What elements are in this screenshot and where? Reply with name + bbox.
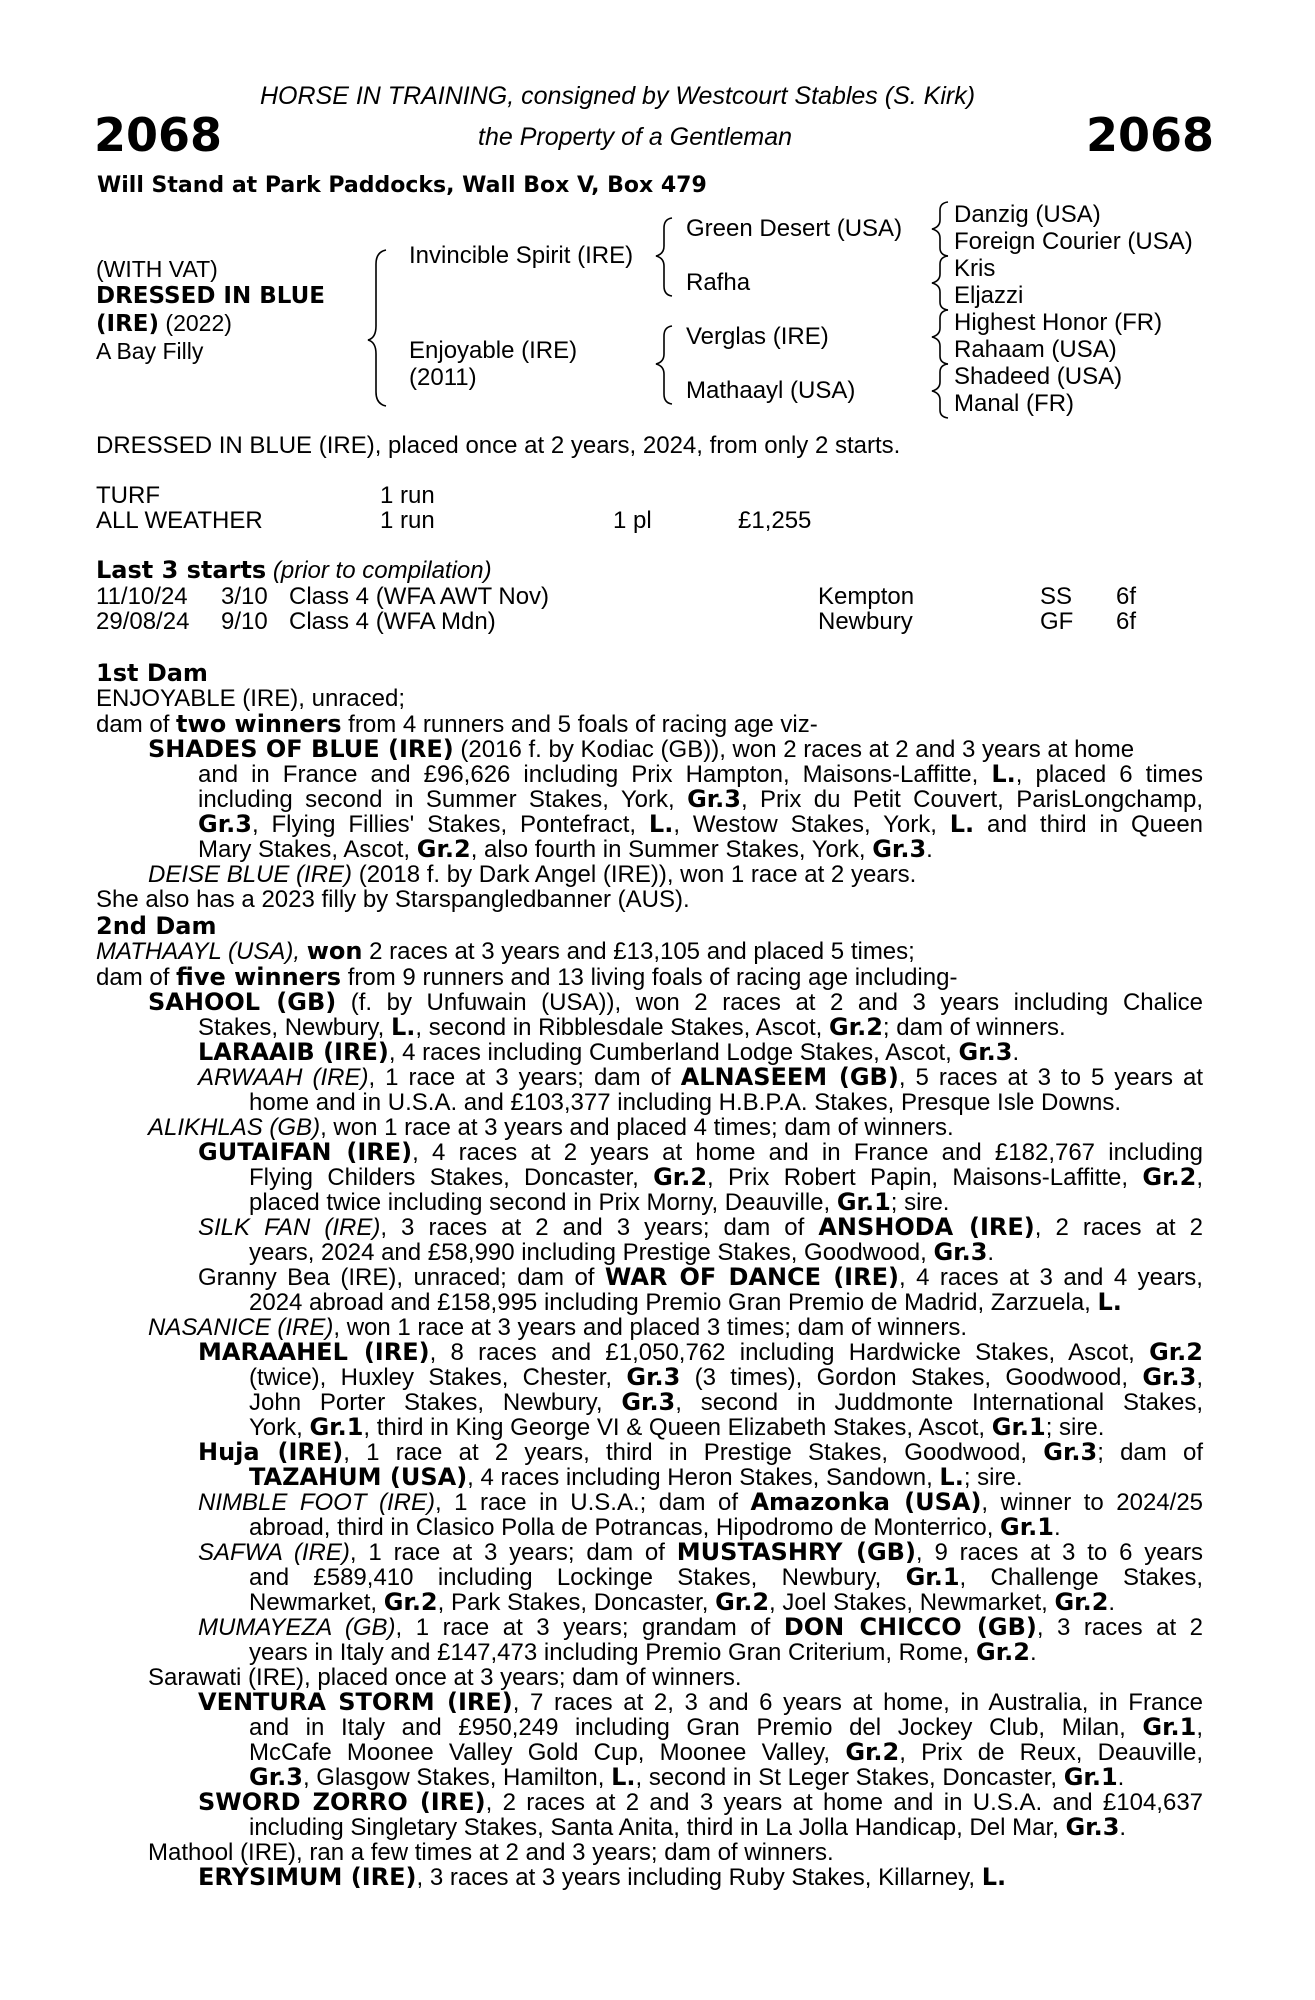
text-run: , second in Ribblesdale Stakes, Ascot,: [415, 1014, 829, 1041]
text-run: WAR OF DANCE (IRE): [604, 1263, 899, 1291]
race-summary: DRESSED IN BLUE (IRE), placed once at 2 years, 2024, from only 2 starts.: [96, 432, 901, 459]
text-run: Gr.3: [621, 1388, 676, 1416]
text-run: Gr.3: [626, 1363, 681, 1391]
second-dam-line: [96, 939, 915, 965]
text-run: ,: [1196, 1364, 1203, 1391]
text-run: and in France and £96,626 including Prix Hampton, Maisons-Laffitte,: [198, 761, 992, 788]
horse-country: (IRE): [96, 311, 160, 337]
text-run: L.: [648, 810, 674, 838]
text-run: , 8 races and £1,050,762 including Hardwicke Stakes, Ascot,: [429, 1339, 1150, 1366]
text-run: ,: [293, 938, 307, 965]
start-date-1: 11/10/24: [96, 583, 188, 610]
progeny-entry-granny-bea: [198, 1265, 1203, 1291]
text-run: Gr.2: [383, 1588, 438, 1616]
text-run: L.: [1097, 1288, 1122, 1316]
pedigree-gen3-3: Kris: [954, 255, 996, 282]
text-run: York,: [249, 1414, 310, 1441]
progeny-text: [249, 1415, 1104, 1441]
text-run: , Flying Fillies' Stakes, Pontefract,: [251, 811, 649, 838]
text-run: Gr.1: [991, 1413, 1046, 1441]
text-run: Gr.1: [1063, 1763, 1118, 1791]
text-run: , 1 race in U.S.A.; dam of: [434, 1489, 751, 1516]
first-dam-heading: 1st Dam: [96, 659, 208, 687]
text-run: from 4 runners and 5 foals of racing age viz-: [341, 711, 818, 738]
pedigree-dam-sire: Verglas (IRE): [686, 323, 829, 350]
text-run: .: [987, 1239, 995, 1266]
text-run: , 1 race at 2 years, third in Prestige Stakes, Goodwood,: [343, 1439, 1044, 1466]
text-run: won: [306, 937, 363, 965]
text-run: (f. by Unfuwain (USA)), won 2 races at 2 and 3 years including Chalice: [336, 989, 1203, 1016]
text-run: , Prix de Reux, Deauville,: [899, 1739, 1204, 1766]
pedigree-sire-sire: Green Desert (USA): [686, 215, 903, 242]
text-run: , 2 races at 2 and 3 years at home and in U.S.A. and £104,637: [485, 1789, 1204, 1816]
progeny-entry-sarawati: Sarawati (IRE), placed once at 3 years; dam of winners.: [148, 1664, 742, 1691]
text-run: Gr.2: [653, 1163, 708, 1191]
first-dam-line: ENJOYABLE (IRE), unraced;: [96, 685, 405, 712]
text-run: LARAAIB (IRE): [198, 1038, 389, 1066]
text-run: Gr.3: [1043, 1438, 1098, 1466]
text-run: , 4 races at 3 and 4 years,: [898, 1264, 1203, 1291]
text-run: SILK FAN (IRE): [198, 1214, 381, 1241]
lot-number-right: 2068: [1086, 108, 1215, 162]
text-run: TAZAHUM (USA): [249, 1463, 468, 1491]
text-run: (2016 f. by Kodiac (GB)), won 2 races at 2 and 3 years at home: [453, 736, 1135, 763]
text-run: , second in St Leger Stakes, Doncaster,: [635, 1764, 1064, 1791]
progeny-text: [249, 1715, 1203, 1741]
progeny-text: [249, 1590, 1115, 1616]
text-run: Gr.2: [1054, 1588, 1109, 1616]
text-run: MATHAAYL (USA): [96, 938, 294, 965]
stand-location: Will Stand at Park Paddocks, Wall Box V, Box 479: [97, 173, 707, 198]
start-dist-1: 6f: [1116, 583, 1137, 610]
text-run: , 3 races at 3 years including Ruby Stakes, Killarney,: [416, 1864, 982, 1891]
text-run: Gr.1: [309, 1413, 364, 1441]
progeny-text: [249, 1165, 1203, 1191]
start-pos-2: 9/10: [221, 608, 268, 635]
text-run: , Prix du Petit Couvert, ParisLongchamp,: [741, 786, 1203, 813]
text-run: MUSTASHRY (GB): [676, 1538, 916, 1566]
text-run: , 4 races including Cumberland Lodge Stakes, Ascot,: [388, 1039, 959, 1066]
second-dam-produce: [96, 965, 957, 991]
progeny-text: [249, 1565, 1203, 1591]
text-run: including Singletary Stakes, Santa Anita, third in La Jolla Handicap, Del Mar,: [249, 1814, 1066, 1841]
first-dam-also: She also has a 2023 filly by Starspangledbanner (AUS).: [96, 886, 690, 913]
start-date-2: 29/08/24: [96, 608, 190, 635]
progeny-entry-arwaah: [198, 1065, 1203, 1091]
text-run: placed twice including second in Prix Morny, Deauville,: [249, 1189, 837, 1216]
text-run: (3 times), Gordon Stakes, Goodwood,: [680, 1364, 1143, 1391]
text-run: (2018 f. by Dark Angel (IRE)), won 1 race at 2 years.: [352, 861, 917, 888]
text-run: Gr.2: [845, 1738, 900, 1766]
progeny-entry-sword-zorro: [198, 1790, 1203, 1816]
text-run: , 3 races at 2: [1036, 1614, 1203, 1641]
text-run: , 3 races at 2 and 3 years; dam of: [380, 1214, 819, 1241]
progeny-text: [198, 762, 1203, 788]
horse-description: A Bay Filly: [96, 338, 204, 364]
text-run: .: [1108, 1589, 1116, 1616]
text-run: five winners: [176, 963, 342, 991]
pedigree-gen3-6: Rahaam (USA): [954, 336, 1117, 363]
text-run: Stakes, Newbury,: [198, 1014, 391, 1041]
text-run: and third in Queen: [974, 811, 1204, 838]
text-run: , third in King George VI & Queen Elizabeth Stakes, Ascot,: [363, 1414, 992, 1441]
text-run: and £589,410 including Lockinge Stakes, Newbury,: [249, 1564, 906, 1591]
text-run: NIMBLE FOOT (IRE): [198, 1489, 435, 1516]
text-run: , second in Juddmonte International Stakes,: [675, 1389, 1203, 1416]
text-run: ARWAAH (IRE): [198, 1064, 369, 1091]
text-run: ; sire.: [1045, 1414, 1105, 1441]
text-run: and in Italy and £950,249 including Gran Premio del Jockey Club, Milan,: [249, 1714, 1143, 1741]
progeny-text: [249, 1290, 1122, 1316]
text-run: Gr.3: [958, 1038, 1013, 1066]
text-run: years in Italy and £147,473 including Premio Gran Criterium, Rome,: [249, 1639, 977, 1666]
text-run: .: [1012, 1039, 1020, 1066]
text-run: SHADES OF BLUE (IRE): [148, 735, 454, 763]
pedigree-dam: Enjoyable (IRE): [409, 337, 578, 364]
text-run: , 1 race at 3 years; dam of: [368, 1064, 681, 1091]
text-run: Gr.3: [872, 835, 927, 863]
text-run: Amazonka (USA): [750, 1488, 982, 1516]
progeny-entry-deise-blue: [148, 862, 916, 888]
start-course-2: Newbury: [818, 608, 913, 635]
progeny-entry-safwa: [198, 1540, 1203, 1566]
text-run: , Glasgow Stakes, Hamilton,: [302, 1764, 612, 1791]
progeny-text: [198, 1015, 1066, 1041]
progeny-text: [249, 1640, 1037, 1666]
text-run: , 4 races at 2 years at home and in France and £182,767 including: [412, 1139, 1203, 1166]
pedigree-dam-dam: Mathaayl (USA): [686, 377, 856, 404]
text-run: Gr.3: [933, 1238, 988, 1266]
text-run: DON CHICCO (GB): [783, 1613, 1037, 1641]
progeny-text: [249, 1190, 949, 1216]
pedigree-gen3-5: Highest Honor (FR): [954, 309, 1163, 336]
pedigree-sire-dam: Rafha: [686, 269, 751, 296]
text-run: ALIKHLAS (GB): [148, 1114, 321, 1141]
record-runs-2: 1 run: [380, 507, 435, 534]
text-run: , Prix Robert Papin, Maisons-Laffitte,: [707, 1164, 1143, 1191]
text-run: ; sire.: [890, 1189, 950, 1216]
start-pos-1: 3/10: [221, 583, 268, 610]
progeny-text: [249, 1765, 1124, 1791]
text-run: years, 2024 and £58,990 including Prestige Stakes, Goodwood,: [249, 1239, 934, 1266]
vat-label: (WITH VAT): [96, 256, 218, 282]
text-run: , won 1 race at 3 years and placed 4 times; dam of winners.: [320, 1114, 954, 1141]
text-run: , 2 races at 2: [1034, 1214, 1203, 1241]
text-run: .: [926, 836, 933, 863]
text-run: , 1 race at 3 years; grandam of: [395, 1614, 784, 1641]
text-run: MARAAHEL (IRE): [198, 1338, 430, 1366]
progeny-entry-nimble-foot: [198, 1490, 1203, 1516]
start-course-1: Kempton: [818, 583, 915, 610]
text-run: , Westow Stakes, York,: [673, 811, 950, 838]
lot-number-left: 2068: [94, 108, 223, 162]
progeny-entry-sahool: [148, 990, 1203, 1016]
text-run: from 9 runners and 13 living foals of racing age including-: [341, 964, 958, 991]
second-dam-heading: 2nd Dam: [96, 912, 217, 940]
text-run: , Joel Stakes, Newmarket,: [769, 1589, 1055, 1616]
text-run: Gr.1: [836, 1188, 891, 1216]
text-run: L.: [939, 1463, 964, 1491]
text-run: Gr.3: [687, 785, 741, 813]
progeny-text: [249, 1465, 1023, 1491]
text-run: Gr.2: [828, 1013, 883, 1041]
text-run: .: [1117, 1764, 1125, 1791]
progeny-entry-gutaifan: [198, 1140, 1203, 1166]
text-run: Mary Stakes, Ascot,: [198, 836, 417, 863]
progeny-text: [198, 812, 1203, 838]
start-race-2: Class 4 (WFA Mdn): [289, 608, 496, 635]
progeny-entry-shades-of-blue: [148, 737, 1134, 763]
start-race-1: Class 4 (WFA AWT Nov): [289, 583, 550, 610]
text-run: ; dam of winners.: [882, 1014, 1066, 1041]
progeny-text: home and in U.S.A. and £103,377 including H.B.P.A. Stakes, Presque Isle Downs.: [249, 1089, 1122, 1116]
last-starts-title: Last 3 starts: [96, 556, 267, 584]
progeny-text: [249, 1390, 1203, 1416]
text-run: NASANICE (IRE): [148, 1314, 334, 1341]
text-run: , 1 race at 3 years; dam of: [349, 1539, 677, 1566]
text-run: L.: [390, 1013, 416, 1041]
progeny-entry-mumayeza: [198, 1615, 1203, 1641]
text-run: , 7 races at 2, 3 and 6 years at home, in Australia, in France: [512, 1689, 1204, 1716]
text-run: ERYSIMUM (IRE): [198, 1863, 417, 1891]
pedigree-gen3-7: Shadeed (USA): [954, 363, 1123, 390]
text-run: Gr.3: [198, 810, 252, 838]
last-starts-note: (prior to compilation): [266, 557, 492, 584]
text-run: McCafe Moonee Valley Gold Cup, Moonee Valley,: [249, 1739, 846, 1766]
text-run: Newmarket,: [249, 1589, 384, 1616]
text-run: ALNASEEM (GB): [680, 1063, 899, 1091]
text-run: Gr.2: [1142, 1163, 1197, 1191]
text-run: , Park Stakes, Doncaster,: [437, 1589, 716, 1616]
pedigree-gen3-4: Eljazzi: [954, 282, 1024, 309]
text-run: Gr.1: [1142, 1713, 1197, 1741]
text-run: dam of: [96, 711, 177, 738]
pedigree-dam-year: (2011): [409, 364, 477, 391]
text-run: Flying Childers Stakes, Doncaster,: [249, 1164, 654, 1191]
progeny-entry-maraahel: [198, 1340, 1203, 1366]
progeny-entry-laraaib: [198, 1040, 1019, 1066]
record-surface-2: ALL WEATHER: [96, 507, 263, 534]
lot-subtitle: the Property of a Gentleman: [478, 123, 793, 151]
start-dist-2: 6f: [1116, 608, 1137, 635]
text-run: ; dam of: [1097, 1439, 1203, 1466]
text-run: 2024 abroad and £158,995 including Premio Gran Premio de Madrid, Zarzuela,: [249, 1289, 1098, 1316]
text-run: Gr.2: [416, 835, 471, 863]
text-run: Gr.1: [905, 1563, 960, 1591]
text-run: Gr.1: [1000, 1513, 1054, 1541]
text-run: 2 races at 3 years and £13,105 and placed 5 times;: [362, 938, 915, 965]
progeny-text: [198, 787, 1203, 813]
start-going-2: GF: [1040, 608, 1074, 635]
start-going-1: SS: [1040, 583, 1073, 610]
text-run: .: [1053, 1514, 1061, 1541]
text-run: .: [1029, 1639, 1037, 1666]
horse-name: DRESSED IN BLUE: [96, 283, 325, 309]
text-run: (twice), Huxley Stakes, Chester,: [249, 1364, 627, 1391]
text-run: , 5 races at 3 to 5 years at: [898, 1064, 1204, 1091]
progeny-entry-ventura-storm: [198, 1690, 1203, 1716]
progeny-entry-erysimum: [198, 1865, 1006, 1891]
text-run: dam of: [96, 964, 177, 991]
text-run: Gr.3: [1065, 1813, 1120, 1841]
text-run: L.: [991, 760, 1016, 788]
horse-year: (2022): [159, 310, 232, 336]
text-run: L.: [611, 1763, 636, 1791]
text-run: DEISE BLUE (IRE): [148, 861, 353, 888]
text-run: SWORD ZORRO (IRE): [198, 1788, 486, 1816]
text-run: Gr.3: [1142, 1363, 1197, 1391]
text-run: Huja (IRE): [198, 1438, 344, 1466]
progeny-entry-nasanice: [148, 1315, 967, 1341]
text-run: SAFWA (IRE): [198, 1539, 350, 1566]
text-run: .: [1119, 1814, 1127, 1841]
progeny-entry-alikhlas: [148, 1115, 954, 1141]
record-surface-1: TURF: [96, 482, 160, 509]
progeny-text: [249, 1365, 1203, 1391]
progeny-text: [198, 837, 933, 863]
text-run: Gr.2: [1149, 1338, 1203, 1366]
text-run: , placed 6 times: [1015, 761, 1203, 788]
text-run: , won 1 race at 3 years and placed 3 times; dam of winners.: [333, 1314, 968, 1341]
text-run: GUTAIFAN (IRE): [198, 1138, 413, 1166]
text-run: two winners: [176, 710, 342, 738]
record-placed-2: 1 pl: [613, 507, 652, 534]
text-run: L.: [981, 1863, 1007, 1891]
text-run: , also fourth in Summer Stakes, York,: [470, 836, 873, 863]
text-run: ,: [1196, 1164, 1203, 1191]
text-run: ,: [1196, 1714, 1203, 1741]
text-run: abroad, third in Clasico Polla de Potrancas, Hipodromo de Monterrico,: [249, 1514, 1001, 1541]
progeny-entry-silk-fan: [198, 1215, 1203, 1241]
text-run: John Porter Stakes, Newbury,: [249, 1389, 622, 1416]
text-run: , 4 races including Heron Stakes, Sandown,: [467, 1464, 940, 1491]
text-run: MUMAYEZA (GB): [198, 1614, 396, 1641]
pedigree-sire: Invincible Spirit (IRE): [409, 242, 634, 269]
text-run: VENTURA STORM (IRE): [198, 1688, 513, 1716]
progeny-entry-huja: [198, 1440, 1203, 1466]
text-run: Gr.2: [715, 1588, 770, 1616]
lot-title: HORSE IN TRAINING, consigned by Westcourt Stables (S. Kirk): [260, 82, 976, 110]
text-run: Gr.2: [976, 1638, 1030, 1666]
text-run: Granny Bea (IRE), unraced; dam of: [198, 1264, 605, 1291]
text-run: L.: [949, 810, 975, 838]
record-prize-2: £1,255: [738, 507, 812, 534]
pedigree-gen3-2: Foreign Courier (USA): [954, 228, 1193, 255]
pedigree-braces: [0, 0, 1315, 420]
text-run: ; sire.: [963, 1464, 1023, 1491]
progeny-entry-mathool: Mathool (IRE), ran a few times at 2 and 3 years; dam of winners.: [148, 1839, 834, 1866]
text-run: Gr.3: [249, 1763, 303, 1791]
record-runs-1: 1 run: [380, 482, 435, 509]
text-run: , 9 races at 3 to 6 years: [915, 1539, 1203, 1566]
text-run: , winner to 2024/25: [981, 1489, 1204, 1516]
first-dam-produce: [96, 712, 818, 738]
progeny-text: [249, 1240, 994, 1266]
pedigree-gen3-1: Danzig (USA): [954, 201, 1101, 228]
pedigree-gen3-8: Manal (FR): [954, 390, 1075, 417]
progeny-text: [249, 1815, 1126, 1841]
text-run: , Challenge Stakes,: [959, 1564, 1203, 1591]
text-run: ANSHODA (IRE): [818, 1213, 1035, 1241]
text-run: SAHOOL (GB): [148, 988, 337, 1016]
text-run: including second in Summer Stakes, York,: [198, 786, 688, 813]
last-starts-heading: [96, 558, 492, 584]
progeny-text: [249, 1740, 1203, 1766]
progeny-text: [249, 1515, 1061, 1541]
